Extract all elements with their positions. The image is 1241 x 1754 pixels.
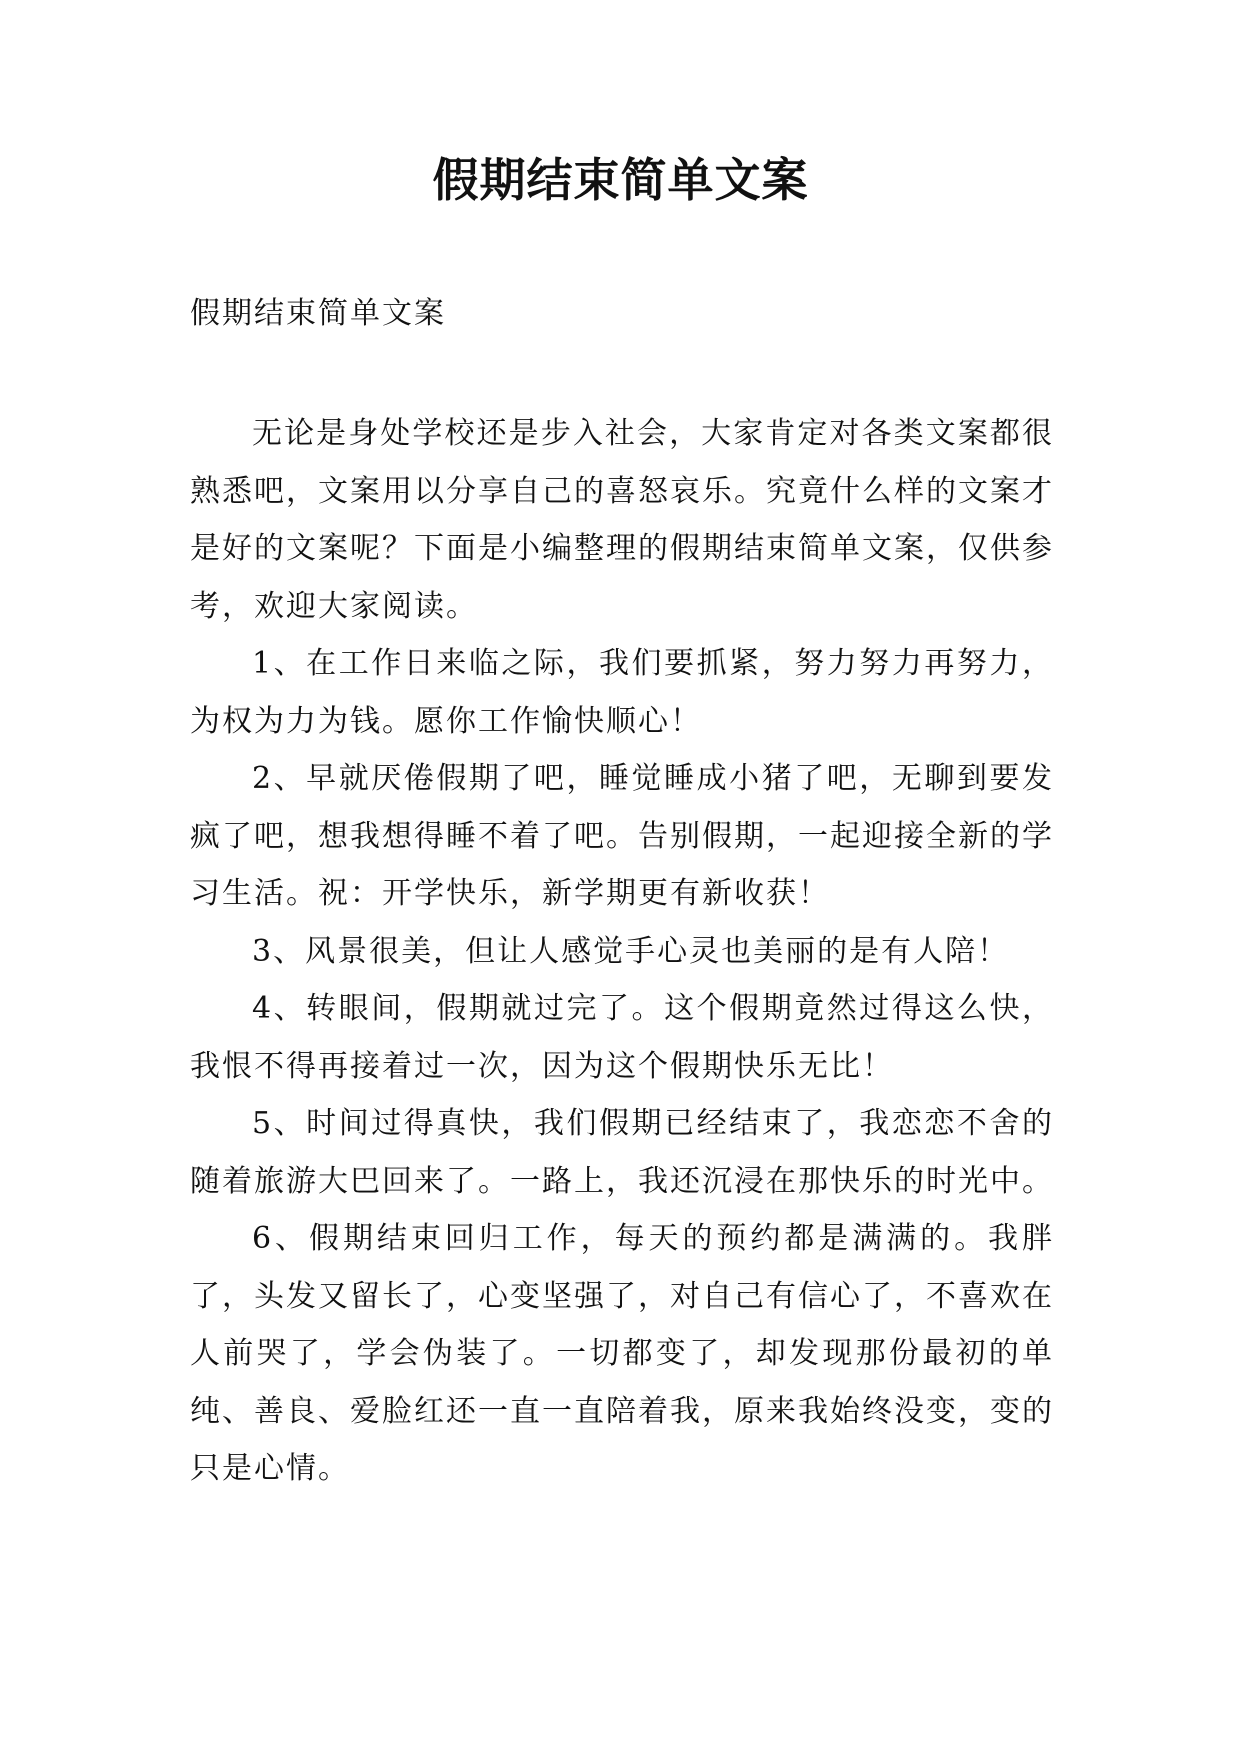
quote-paragraph-3: 3、风景很美，但让人感觉手心灵也美丽的是有人陪！	[252, 933, 1010, 969]
quote-paragraph-5: 5、时间过得真快，我们假期已经结束了，我恋恋不舍的随着旅游大巴回来了。一路上，我还沉浸在那快乐的时光中。	[190, 1106, 1054, 1199]
quote-paragraph-4: 4、转眼间，假期就过完了。这个假期竟然过得这么快，我恨不得再接着过一次，因为这个假期快乐无比！	[190, 991, 1054, 1084]
quote-paragraph-6: 6、假期结束回归工作，每天的预约都是满满的。我胖了，头发又留长了，心变坚强了，对自己有信心了，不喜欢在人前哭了，学会伪装了。一切都变了，却发现那份最初的单纯、善良、爱脸红还一直一直陪着我，原来我始终没变，变的只是心情。	[190, 1221, 1054, 1486]
quote-paragraph-2: 2、早就厌倦假期了吧，睡觉睡成小猪了吧，无聊到要发疯了吧，想我想得睡不着了吧。告别假期，一起迎接全新的学习生活。祝：开学快乐，新学期更有新收获！	[190, 761, 1054, 911]
quote-paragraph-1: 1、在工作日来临之际，我们要抓紧，努力努力再努力，为权为力为钱。愿你工作愉快顺心！	[190, 646, 1054, 739]
intro-paragraph: 无论是身处学校还是步入社会，大家肯定对各类文案都很熟悉吧，文案用以分享自己的喜怒哀乐。究竟什么样的文案才是好的文案呢？下面是小编整理的假期结束简单文案，仅供参考，欢迎大家阅读。	[190, 416, 1054, 624]
document-subtitle: 假期结束简单文案	[190, 296, 446, 331]
document-body	[190, 405, 1054, 1498]
page-title: 假期结束简单文案	[432, 153, 809, 207]
